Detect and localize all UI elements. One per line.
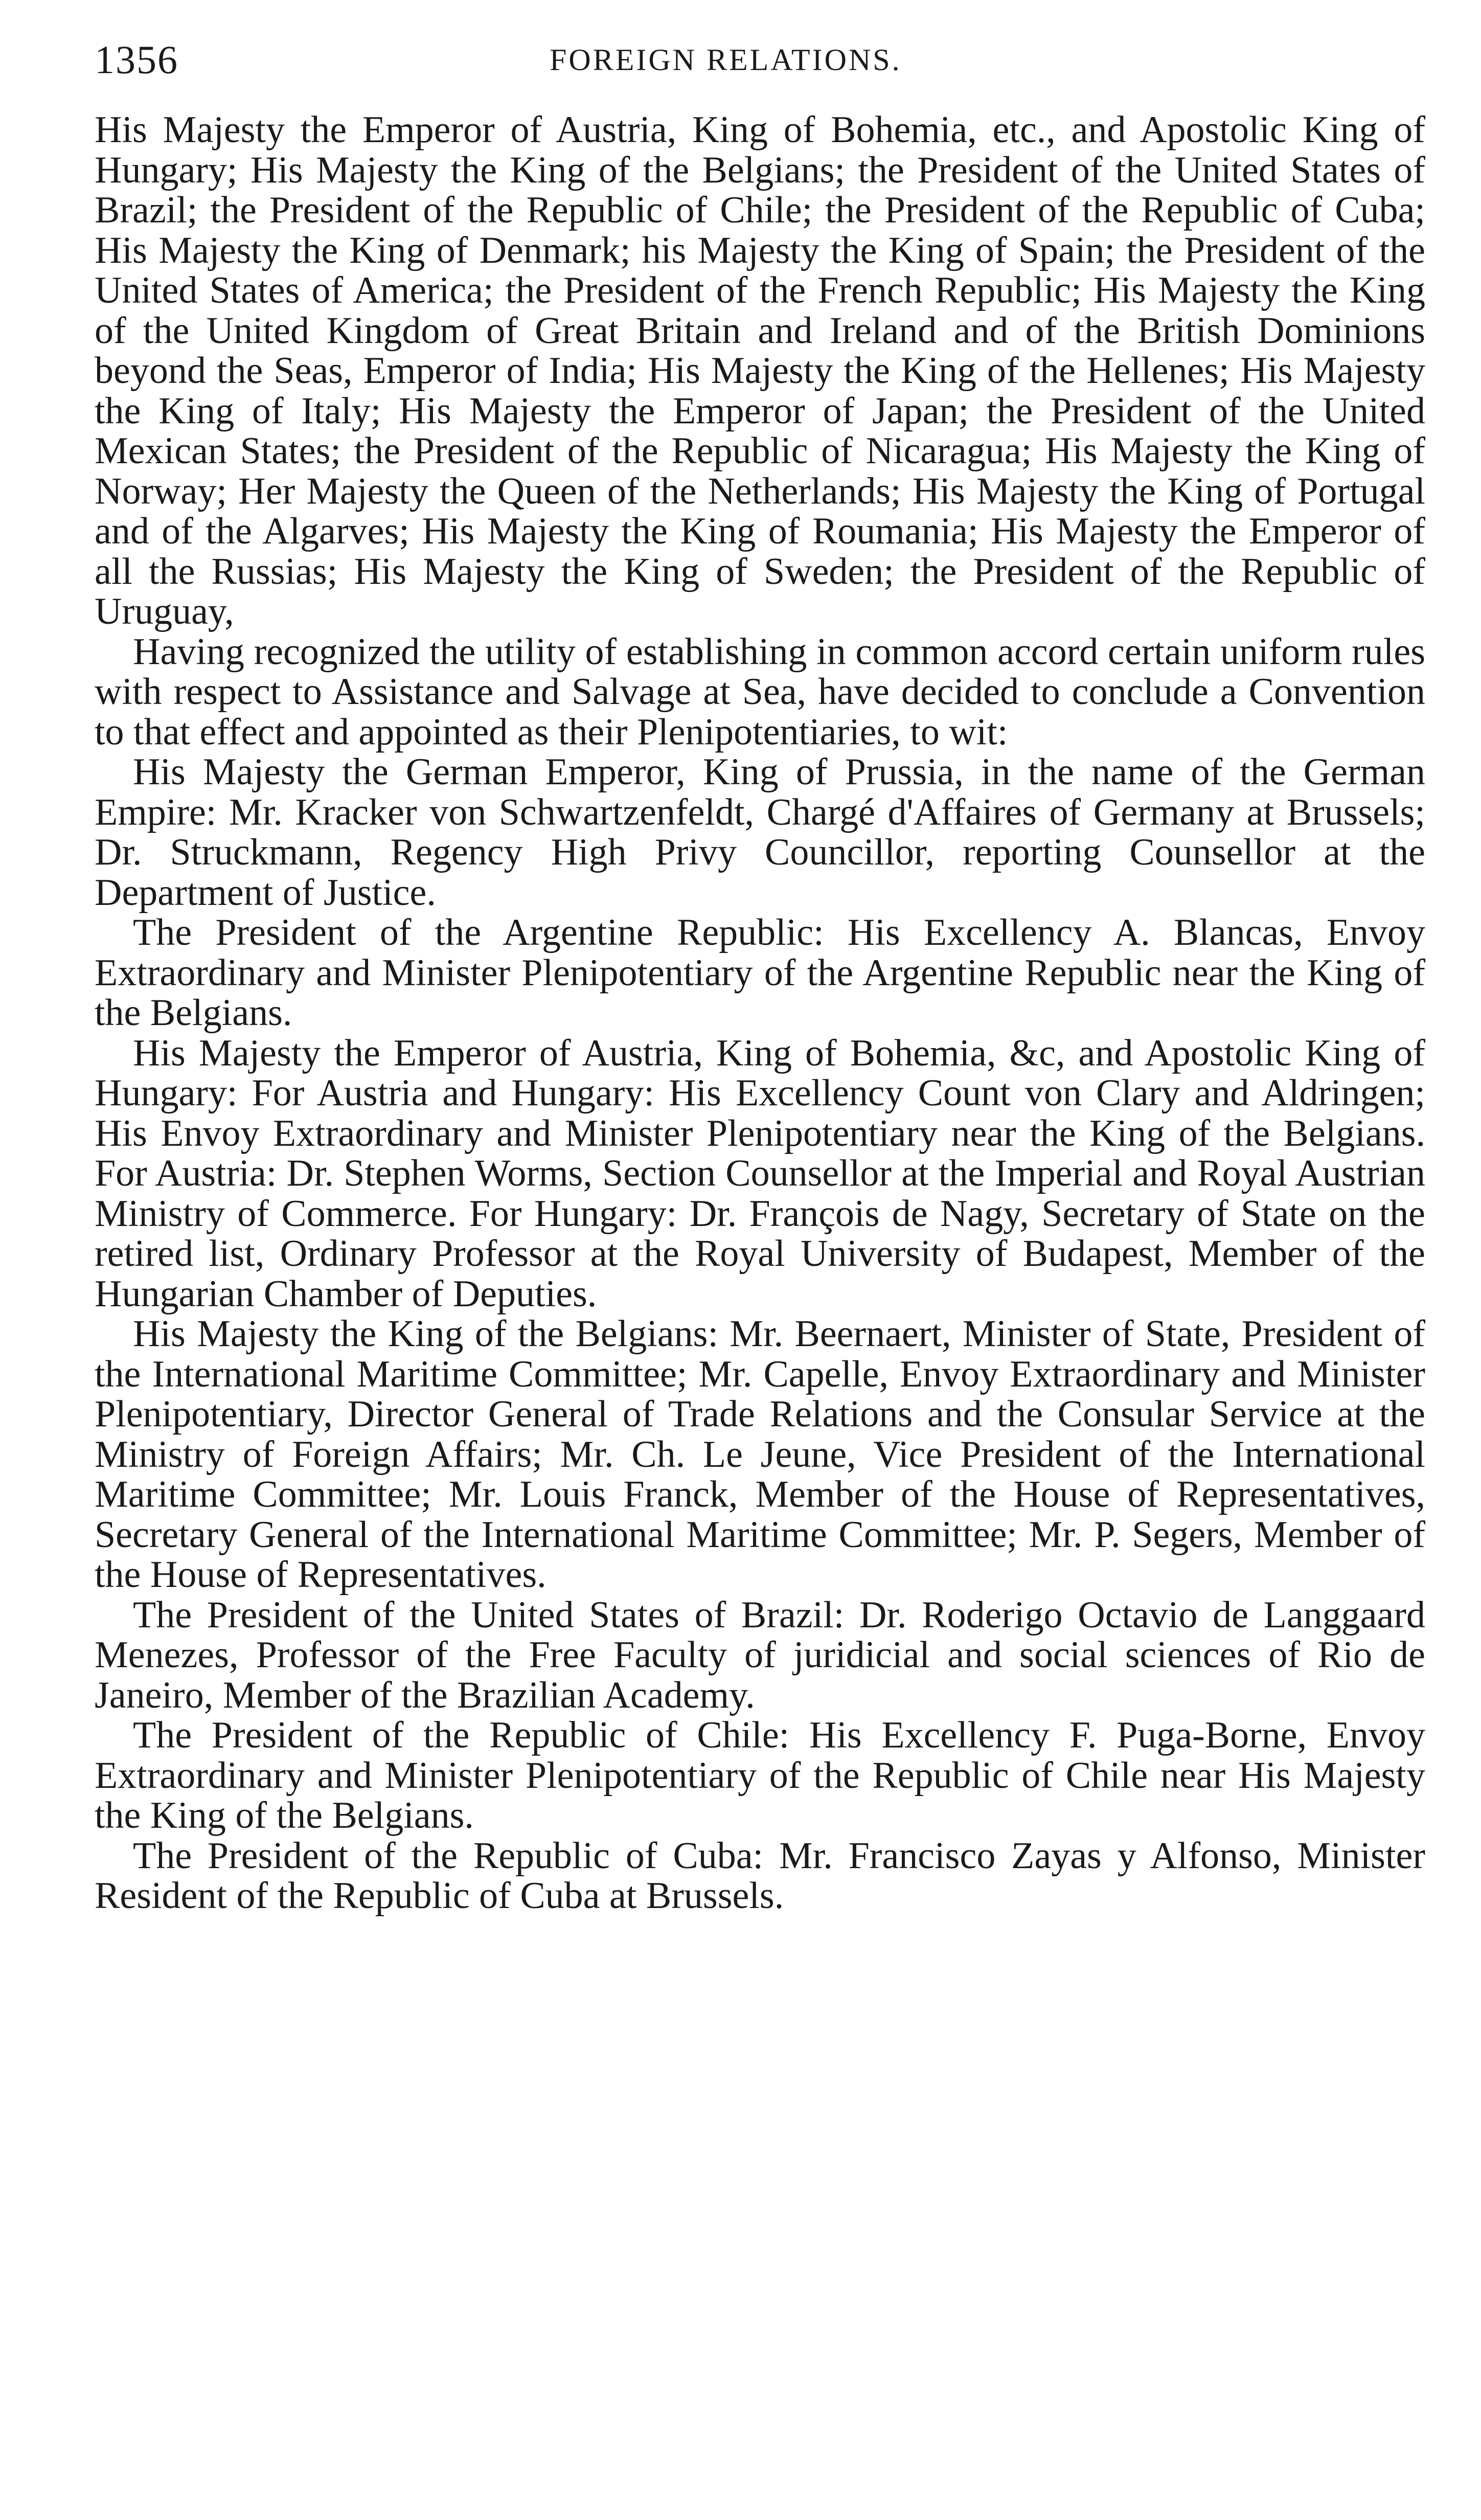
page-header (95, 32, 1403, 88)
page-number: 1356 (95, 37, 178, 82)
paragraph-cuba: The President of the Republic of Cuba: Mr. Francisco Zayas y Alfonso, Minister Resident of the Republic of Cuba at Brussels. (95, 1834, 1425, 1917)
body-text (95, 110, 1425, 1916)
paragraph-austria-hungary: His Majesty the Emperor of Austria, King of Bohemia, &c, and Apostolic King of Hungary: For Austria and Hungary: His Excellency Count von Clary and Aldringen; His Envoy Extraordinary and Minister Plenipotentiary near the King of the Belgians. For Austria: Dr. Stephen Worms, Section Counsellor at the Imperial and Royal Austrian Ministry of Commerce. For Hungary: Dr. François de Nagy, Secretary of State on the retired list, Ordinary Professor at the Royal University of Budapest, Member of the Hungarian Chamber of Deputies. (95, 1032, 1425, 1315)
running-head: FOREIGN RELATIONS. (550, 43, 902, 77)
paragraph-parties: His Majesty the Emperor of Austria, King of Bohemia, etc., and Apostolic King of Hungary; His Majesty the King of the Belgians; the President of the United States of Brazil; the President of the Republic of Chile; the President of the Republic of Cuba; His Majesty the King of Denmark; his Majesty the King of Spain; the President of the United States of America; the President of the French Republic; His Majesty the King of the United Kingdom of Great Britain and Ireland and of the British Dominions beyond the Seas, Emperor of India; His Majesty the King of the Hellenes; His Majesty the King of Italy; His Majesty the Emperor of Japan; the President of the United Mexican States; the President of the Republic of Nicaragua; His Majesty the King of Norway; Her Majesty the Queen of the Netherlands; His Majesty the King of Portugal and of the Algarves; His Majesty the King of Roumania; His Majesty the Emperor of all the Russias; His Majesty the King of Sweden; the President of the Republic of Uruguay, (95, 109, 1425, 632)
paragraph-belgium: His Majesty the King of the Belgians: Mr. Beernaert, Minister of State, President of the International Maritime Committee; Mr. Capelle, Envoy Extraordinary and Minister Plenipotentiary, Director General of Trade Relations and the Consular Service at the Ministry of Foreign Affairs; Mr. Ch. Le Jeune, Vice President of the International Maritime Committee; Mr. Louis Franck, Member of the House of Representatives, Secretary General of the International Maritime Committee; Mr. P. Segers, Member of the House of Representatives. (95, 1313, 1425, 1596)
paragraph-brazil: The President of the United States of Brazil: Dr. Roderigo Octavio de Langgaard Menezes, Professor of the Free Faculty of juridicial and social sciences of Rio de Janeiro, Member of the Brazilian Academy. (95, 1594, 1425, 1716)
paragraph-argentina: The President of the Argentine Republic: His Excellency A. Blancas, Envoy Extraordinary and Minister Plenipotentiary of the Argentine Republic near the King of the Belgians. (95, 912, 1425, 1034)
paragraph-germany: His Majesty the German Emperor, King of Prussia, in the name of the German Empire: Mr. Kracker von Schwartzenfeldt, Chargé d'Affaires of Germany at Brussels; Dr. Struckmann, Regency High Privy Councillor, reporting Counsellor at the Department of Justice. (95, 751, 1425, 914)
paragraph-chile: The President of the Republic of Chile: His Excellency F. Puga-Borne, Envoy Extraordinary and Minister Plenipotentiary of the Republic of Chile near His Majesty the King of the Belgians. (95, 1714, 1425, 1836)
paragraph-preamble: Having recognized the utility of establishing in common accord certain uniform rules with respect to Assistance and Salvage at Sea, have decided to conclude a Convention to that effect and appointed as their Plenipotentiaries, to wit: (95, 630, 1425, 753)
